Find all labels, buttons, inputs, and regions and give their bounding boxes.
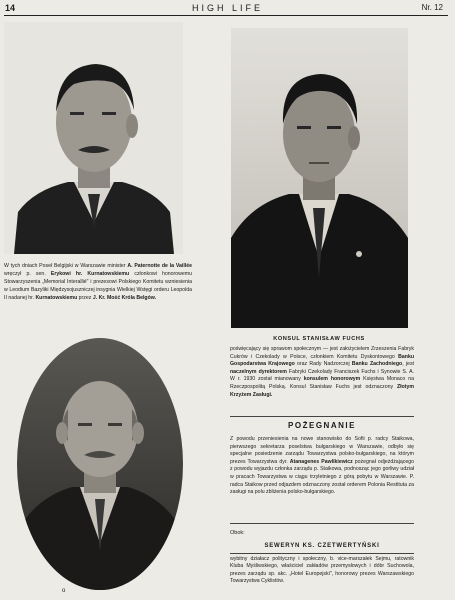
farewell-section (230, 416, 414, 497)
header-rule (4, 15, 448, 16)
czetwertynski-paragraph: wybitny działacz polityczny i społeczny, b. vice-marszałek Sejmu, ratownik Kluba Myśliwskiego, właściciel zakładów przemysłowych i dóbr Suchowola, prezes zarządu sp. akc. „Hotel Europejski", honorowy prezes Warszawskiego Towarzystwa Cyklistów. (230, 556, 414, 585)
paragraph-text: poświęcający się sprawom społecznym — jest założycielem Zrzeszenia Fabryk Cukrów i Czekolady w Polsce, członkiem Komitetu Dyskontowego (230, 346, 414, 360)
footer-mark: o (62, 588, 66, 594)
person-name: Erykowi hr. Kurnatowskiemu (50, 271, 130, 278)
bold-text: konsulem honorowym (303, 376, 361, 383)
page-number: 14 (5, 3, 16, 13)
person-name: Kurnatowskiemu (35, 295, 78, 302)
paragraph-text: oraz Rady Nadzorczej (294, 361, 352, 368)
paragraph-text: pożegnał odjeżdżającego z powodu wyjazdu członka zarządu p. Staikowa, podnosząc jego gorliwy udział w pracach Towarzystwa w ciągu trzyletniego z górą pobytu w Warszawie. P. radca Staikow przed odjazdem odznaczony został orderem Polonia Restituta za zasługi na polu zbliżenia polsko-bułgarskiego. (230, 458, 414, 496)
bold-text: Złotym Krzyżem Zasługi. (230, 383, 414, 398)
caption-text: przez (77, 295, 93, 302)
issue-number: Nr. 12 (421, 3, 443, 12)
portrait-photo-czetwertynski (16, 337, 184, 592)
caption-belgian-envoy (4, 262, 192, 302)
portrait-photo-minister (4, 22, 183, 254)
caption-text: wręczył p. sen. (4, 271, 51, 278)
person-name: J. Kr. Mość Króla Belgów. (92, 295, 157, 302)
farewell-heading: POŻEGNANIE (288, 421, 356, 430)
section-divider (230, 523, 414, 524)
paragraph-text: Księstwa Monaco na Rzeczpospolitą Polską. Konsul Stanisław Fuchs jest odznaczony (230, 376, 414, 390)
caption-text: W tych dniach Poseł Belgijski w Warszawie minister (4, 263, 128, 269)
obok-label: Obok: (230, 530, 245, 536)
portrait-photo-fuchs (231, 28, 408, 328)
person-name: Atanagenes Pawlikiewicz (289, 458, 353, 465)
farewell-paragraph (230, 436, 414, 497)
fuchs-paragraph (230, 346, 414, 399)
person-name: A. Paternotte de la Vaillée (127, 263, 192, 269)
magazine-title: HIGH LIFE (191, 3, 263, 13)
paragraph-text: Fabryki Czekolady Franciszek Fuchs i Synowie S. A. W r. 1930 został mianowany (230, 368, 414, 383)
paragraph-text: Z powodu przeniesienia na nowe stanowisko do Sofii p. radcy Staikowa, pierwszego sekretarza poselstwa bułgarskiego w Warszawie, odbyło się specjalne posiedzenie zarządu Towarzystwa polsko-bułgarskiego, na którym prezes Towarzystwa dyr. (230, 436, 414, 465)
czetwertynski-heading: SEWERYN KS. CZETWERTYŃSKI (264, 543, 380, 549)
caption-text: członkowi honorowemu Stowarzyszenia „Memorial Interallié" i prezesowi Polskiego Komitetu wzniesienia w Leodium Bazyliki Międzysojuszniczej insygnia Wielkiej Wstęgi orderu Leopolda II nadanej hr. (4, 271, 192, 302)
bold-text: naczelnym dyrektorem (230, 368, 287, 375)
section-divider (230, 553, 414, 554)
bold-text: Banku Gospodarstwa Krajowego (230, 353, 414, 368)
paragraph-text: , jest (402, 361, 414, 368)
bold-text: Banku Zachodniego (351, 361, 403, 368)
fuchs-heading: KONSUL STANISŁAW FUCHS (273, 336, 365, 342)
